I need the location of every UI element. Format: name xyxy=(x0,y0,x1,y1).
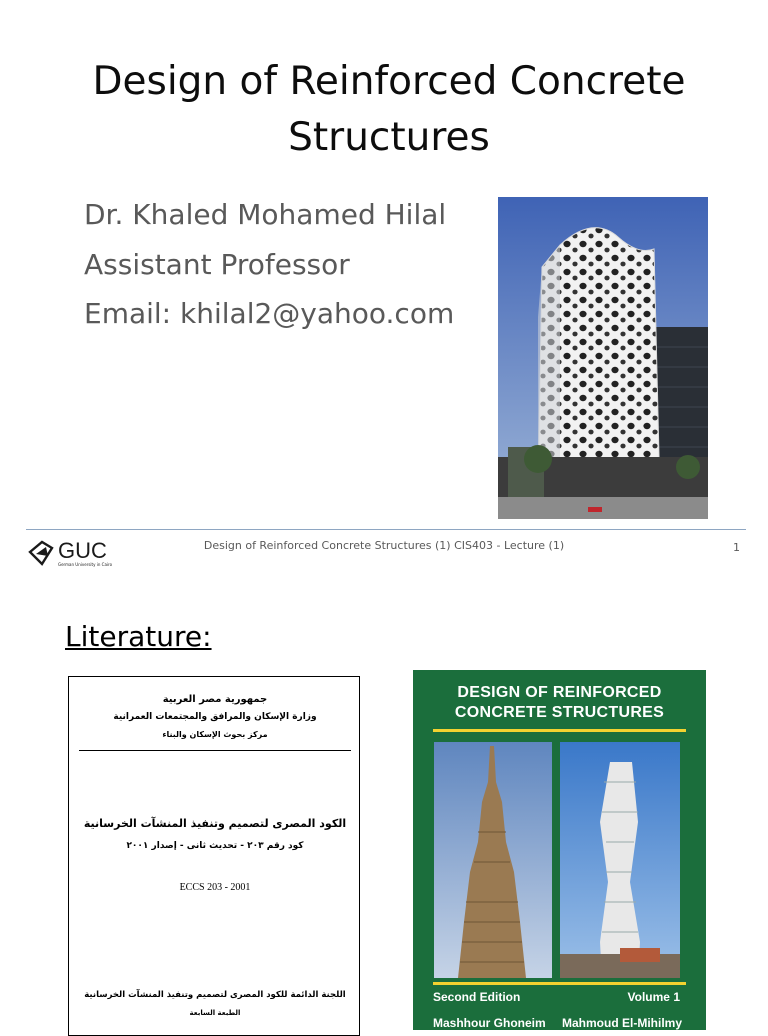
slide-divider xyxy=(26,529,746,530)
book-rule-top xyxy=(433,729,686,732)
page-number: 1 xyxy=(733,541,740,554)
slide-title-line-1: Design of Reinforced Concrete xyxy=(92,59,686,104)
guc-logo-text: GUC xyxy=(58,538,107,563)
literature-heading: Literature: xyxy=(65,620,212,653)
building-photo xyxy=(498,197,708,519)
book-rule-bottom xyxy=(433,982,686,985)
author-email: Email: khilal2@yahoo.com xyxy=(84,297,455,330)
book-photo-right xyxy=(560,742,680,978)
doc-line-5: كود رقم ٢٠٣ - تحديث ثانى - إصدار ٢٠٠١ xyxy=(126,841,304,851)
book-author-2: Mahmoud El-Mihilmy xyxy=(562,1016,682,1030)
author-name: Dr. Khaled Mohamed Hilal xyxy=(84,198,447,231)
guc-logo xyxy=(28,538,118,570)
doc-line-3: مركز بحوث الإسكان والبناء xyxy=(162,730,268,739)
book-edition: Second Edition xyxy=(433,990,521,1004)
book-title-line-1: DESIGN OF REINFORCED xyxy=(457,684,662,701)
doc-line-2: وزارة الإسكان والمرافق والمجتمعات العمرانية xyxy=(113,712,317,722)
doc-line-4: الكود المصرى لتصميم وتنفيذ المنشآت الخرسانية xyxy=(83,817,347,830)
doc-rule xyxy=(79,750,351,751)
book-author-1: Mashhour Ghoneim xyxy=(433,1016,546,1030)
doc-line-6: اللجنة الدائمة للكود المصرى لتصميم وتنفيذ المنشآت الخرسانية xyxy=(84,990,346,1000)
slide-title xyxy=(60,54,718,166)
guc-emblem-icon xyxy=(30,542,52,564)
footer-course-text: Design of Reinforced Concrete Structures (1) CIS403 - Lecture (1) xyxy=(203,539,565,552)
book-cover xyxy=(413,670,706,1030)
doc-line-1: جمهورية مصر العربية xyxy=(162,694,268,705)
slide-title-line-2: Structures xyxy=(288,115,490,160)
book-photo-left xyxy=(434,742,552,978)
guc-logo-subtext: German University in Cairo xyxy=(58,562,113,567)
book-volume: Volume 1 xyxy=(627,990,680,1004)
book-title-line-2: CONCRETE STRUCTURES xyxy=(454,704,665,721)
doc-code: ECCS 203 - 2001 xyxy=(179,882,251,893)
doc-line-7: الطبعة السابعة xyxy=(189,1009,241,1017)
author-position: Assistant Professor xyxy=(84,248,350,281)
egyptian-code-document xyxy=(68,676,360,1036)
